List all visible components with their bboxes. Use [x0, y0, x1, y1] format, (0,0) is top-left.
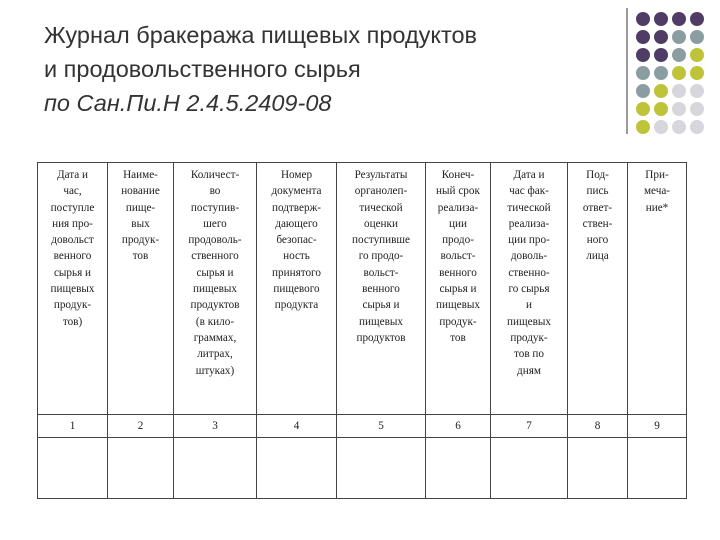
decor-dot: [690, 66, 704, 80]
decor-dot: [636, 12, 650, 26]
column-header-line: продук-: [53, 299, 92, 312]
column-header-line: тов по: [514, 348, 544, 361]
column-header-line: пищевого: [273, 283, 320, 296]
decor-dot: [654, 84, 668, 98]
column-header: [174, 163, 257, 415]
decor-dot: [654, 48, 668, 62]
column-header-line: ственного: [191, 250, 239, 263]
column-header-line: литрах,: [197, 348, 233, 361]
column-header-line: При-: [645, 169, 669, 181]
column-header-line: дающего: [275, 217, 318, 230]
column-header-line: ного: [586, 234, 609, 247]
column-header-line: (в кило-: [195, 315, 235, 328]
column-header: [337, 163, 426, 415]
column-header-line: продук-: [439, 315, 477, 328]
column-header: [568, 163, 628, 415]
table-cell: [491, 438, 568, 499]
column-header-line: граммах,: [193, 331, 237, 344]
column-header-line: сырья и: [196, 266, 234, 279]
decor-dot: [690, 12, 704, 26]
decor-dot: [690, 48, 704, 62]
column-header-line: ние*: [645, 201, 669, 214]
column-header-line: пище-: [125, 201, 156, 214]
column-header-line: поступле: [50, 201, 95, 214]
column-header-line: принятого: [272, 266, 321, 279]
decor-dot: [636, 66, 650, 80]
title-line-2: и продовольственного сырья: [44, 56, 361, 82]
column-header-line: во: [209, 185, 221, 198]
column-header-line: вольст-: [363, 266, 399, 279]
decor-dot: [672, 48, 686, 62]
column-header-line: штуках): [195, 364, 235, 377]
column-header-line: подтверж-: [271, 201, 322, 214]
column-header-line: го продо-: [358, 250, 404, 263]
table-cell: [257, 438, 337, 499]
column-header-line: сырья и: [362, 299, 400, 312]
table-cell: [108, 438, 174, 499]
column-header-line: поступив-: [190, 201, 240, 214]
column-header-line: продук-: [121, 234, 160, 247]
column-header-line: го сырья: [508, 283, 550, 296]
column-header-line: ния про-: [52, 217, 93, 230]
column-header-line: пищевых: [50, 283, 95, 296]
decor-dot: [672, 30, 686, 44]
decor-dot: [690, 30, 704, 44]
column-header-line: ответ-: [582, 201, 613, 214]
column-header: [257, 163, 337, 415]
decor-dot: [690, 84, 704, 98]
column-number: 6: [426, 415, 491, 438]
column-header-line: тов: [450, 331, 466, 344]
decor-dot: [672, 12, 686, 26]
column-header-line: венного: [53, 250, 92, 263]
column-header-line: тов): [62, 315, 83, 328]
column-number: 5: [337, 415, 426, 438]
column-header-line: Конеч-: [441, 169, 475, 181]
column-header-line: органолеп-: [354, 185, 408, 198]
decor-dot: [636, 102, 650, 116]
column-header-line: час,: [63, 185, 82, 198]
column-header-line: вольст-: [440, 250, 476, 263]
column-header-line: пищевых: [436, 299, 480, 312]
table-number-row: [38, 415, 687, 438]
table-cell: [337, 438, 426, 499]
column-header-line: Номер: [280, 169, 313, 181]
column-header-line: ции: [449, 217, 467, 230]
table-cell: [38, 438, 108, 499]
table-cell: [568, 438, 628, 499]
decor-dot: [636, 120, 650, 134]
column-header-line: продоволь-: [188, 234, 242, 247]
decor-dot: [672, 84, 686, 98]
decor-dot: [636, 30, 650, 44]
column-header-line: лица: [586, 250, 609, 263]
column-header-line: реализа-: [437, 201, 479, 214]
column-header-line: поступивше: [352, 234, 410, 247]
column-header-line: пись: [586, 185, 609, 198]
decor-vertical-line: [626, 8, 628, 134]
column-header-line: ность: [283, 250, 310, 263]
document-title: [44, 18, 614, 120]
column-header-line: продук-: [510, 331, 548, 344]
decor-dot: [654, 120, 668, 134]
column-header-line: Дата и: [513, 169, 545, 181]
column-header-line: дням: [517, 364, 541, 377]
column-header-line: ствен-: [582, 217, 613, 230]
column-header-line: тической: [359, 201, 403, 214]
decor-dot: [654, 102, 668, 116]
column-header-line: доволь-: [510, 250, 548, 263]
decor-dot: [654, 66, 668, 80]
table-cell: [426, 438, 491, 499]
column-number: 3: [174, 415, 257, 438]
decor-dot: [672, 120, 686, 134]
decor-dot: [636, 48, 650, 62]
column-header-line: Количест-: [190, 169, 240, 181]
column-header-line: безопас-: [276, 234, 317, 247]
column-header-line: венного: [362, 283, 400, 296]
decor-dot: [654, 12, 668, 26]
column-header-line: меча-: [643, 185, 671, 198]
column-number: 1: [38, 415, 108, 438]
column-number: 9: [628, 415, 687, 438]
column-header: [628, 163, 687, 415]
decor-dot: [690, 120, 704, 134]
column-header: [38, 163, 108, 415]
journal-table: [37, 162, 687, 499]
column-header-line: Под-: [586, 169, 609, 181]
column-header-line: ственно-: [508, 266, 550, 279]
column-header-line: продуктов: [356, 331, 406, 344]
column-header-line: шего: [203, 217, 227, 230]
column-number: 7: [491, 415, 568, 438]
column-header-line: Результаты: [354, 169, 408, 181]
column-header-line: нование: [121, 185, 160, 198]
column-header-line: Наиме-: [123, 169, 158, 181]
column-header-line: довольст: [51, 234, 94, 247]
column-header: [491, 163, 568, 415]
decor-dot-grid: [636, 12, 706, 136]
table-header-row: [38, 163, 687, 415]
column-header-line: пищевых: [507, 315, 551, 328]
column-header-line: реализа-: [508, 217, 550, 230]
decor-dot: [672, 66, 686, 80]
decor-dot: [690, 102, 704, 116]
column-number: 4: [257, 415, 337, 438]
decor-dot: [654, 30, 668, 44]
column-header-line: продо-: [442, 234, 474, 247]
table-empty-row: [38, 438, 687, 499]
column-header-line: продукта: [274, 299, 319, 312]
column-header-line: ции про-: [508, 234, 550, 247]
column-header: [108, 163, 174, 415]
decor-dot: [672, 102, 686, 116]
column-header-line: час фак-: [509, 185, 549, 198]
column-header-line: тической: [507, 201, 551, 214]
decor-dot: [636, 84, 650, 98]
column-header: [426, 163, 491, 415]
column-header-line: венного: [439, 266, 477, 279]
column-header-line: пищевых: [359, 315, 403, 328]
column-header-line: сырья и: [439, 283, 477, 296]
column-header-line: Дата и: [56, 169, 89, 181]
table-cell: [628, 438, 687, 499]
column-header-line: пищевых: [193, 283, 237, 296]
column-header-line: сырья и: [53, 266, 92, 279]
column-header-line: вых: [131, 217, 150, 230]
column-number: 2: [108, 415, 174, 438]
column-header-line: и: [526, 299, 532, 312]
title-line-3: по Сан.Пи.Н 2.4.5.2409-08: [44, 90, 332, 116]
column-header-line: ный срок: [436, 185, 480, 198]
title-line-1: Журнал бракеража пищевых продуктов: [44, 22, 478, 48]
column-header-line: оценки: [364, 217, 398, 230]
column-number: 8: [568, 415, 628, 438]
table-cell: [174, 438, 257, 499]
column-header-line: документа: [271, 185, 322, 198]
column-header-line: продуктов: [190, 299, 240, 312]
column-header-line: тов: [132, 250, 149, 263]
